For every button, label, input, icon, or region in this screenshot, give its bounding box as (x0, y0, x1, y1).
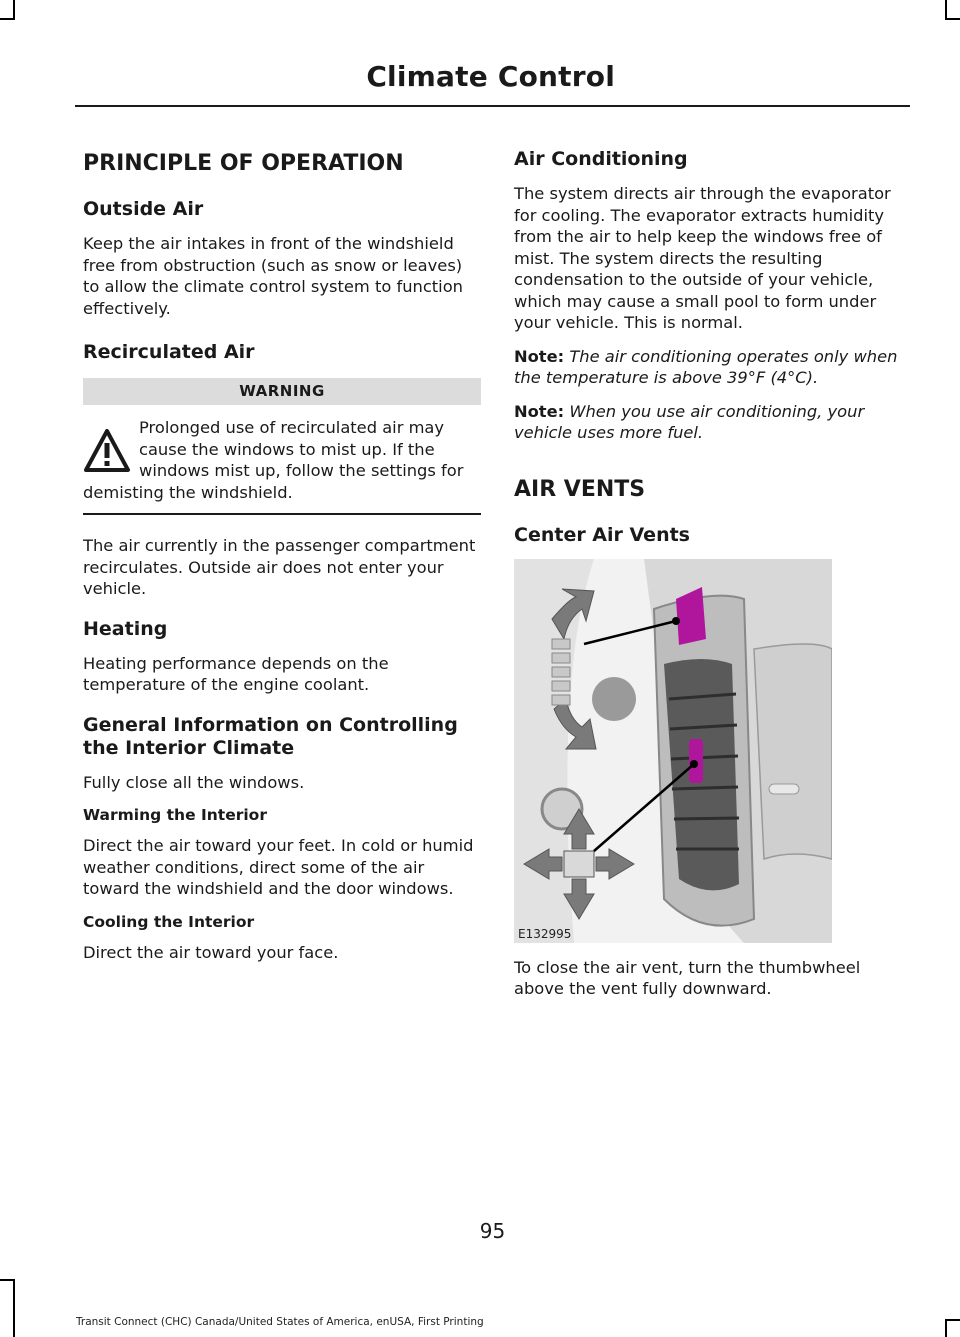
heading-center-air-vents: Center Air Vents (514, 523, 690, 546)
note-text: When you use air conditioning, your vehicle uses more fuel. (514, 401, 865, 442)
paragraph-recirculated: The air currently in the passenger compartment recirculates. Outside air does not enter your vehicle. (83, 536, 476, 598)
footer-text: Transit Connect (CHC) Canada/United States of America, enUSA, First Printing (76, 1316, 484, 1328)
paragraph-outside-air: Keep the air intakes in front of the windshield free from obstruction (such as snow or leaves) to allow the climate control system to function effectively. (83, 234, 463, 318)
crop-mark (13, 1279, 15, 1337)
page-title: Climate Control (366, 60, 615, 93)
crop-mark (945, 1319, 960, 1321)
heading-cooling: Cooling the Interior (83, 912, 255, 931)
heading-heating: Heating (83, 617, 168, 640)
crop-mark (945, 1319, 947, 1337)
note-label: Note: (514, 401, 565, 421)
left-column (83, 140, 481, 975)
paragraph-warming: Direct the air toward your feet. In cold or humid weather conditions, direct some of the air toward the windshield and the door windows. (83, 836, 474, 898)
crop-mark (945, 18, 960, 20)
warning-text: Prolonged use of recirculated air may cause the windows to mist up. If the windows mist up, follow the settings for demisting the windshield. (83, 418, 464, 502)
note-text: The air conditioning operates only when the temperature is above 39°F (4°C). (514, 346, 898, 387)
right-column (514, 140, 912, 1012)
note-ac-fuel (514, 401, 912, 444)
heading-recirculated-air: Recirculated Air (83, 341, 255, 363)
paragraph-general: Fully close all the windows. (83, 772, 305, 792)
heading-warming: Warming the Interior (83, 806, 267, 824)
crop-mark (13, 0, 15, 20)
warning-divider (83, 513, 481, 515)
paragraph-heating: Heating performance depends on the temperature of the engine coolant. (83, 653, 389, 694)
paragraph-close-vent: To close the air vent, turn the thumbwheel above the vent fully downward. (514, 957, 861, 998)
header-divider (75, 105, 910, 107)
section-heading-principle: PRINCIPLE OF OPERATION (83, 151, 404, 176)
center-air-vents-illustration (514, 559, 832, 943)
warning-banner: WARNING (83, 378, 481, 405)
heading-air-conditioning: Air Conditioning (514, 148, 688, 170)
heading-general-information: General Information on Controlling the Interior Climate (83, 713, 458, 759)
paragraph-air-conditioning: The system directs air through the evaporator for cooling. The evaporator extracts humidity from the air to help keep the windows free of mist. The system directs the resulting condensation to the outside of your vehicle, which may cause a small pool to form under your vehicle. This is normal. (514, 184, 891, 332)
crop-mark (0, 1279, 15, 1281)
warning-triangle-icon (83, 427, 131, 475)
warning-body (83, 417, 481, 503)
vent-drawing (514, 559, 832, 943)
heading-outside-air: Outside Air (83, 198, 204, 220)
crop-mark (0, 18, 15, 20)
section-heading-air-vents: AIR VENTS (514, 476, 646, 502)
page-number: 95 (479, 1219, 506, 1243)
note-label: Note: (514, 346, 565, 366)
paragraph-cooling: Direct the air toward your face. (83, 942, 339, 962)
crop-mark (945, 0, 947, 20)
figure-id: E132995 (518, 926, 572, 941)
note-ac-temperature (514, 346, 912, 389)
